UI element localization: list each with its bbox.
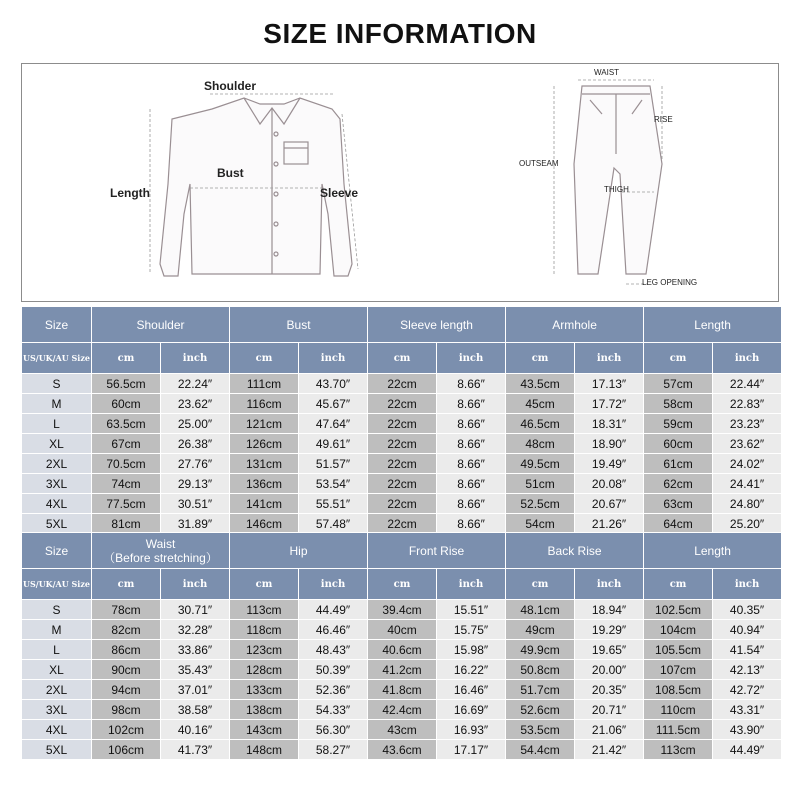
inch-value-cell: 30.71″ — [161, 600, 230, 620]
waist-header-label: Waist — [145, 536, 176, 551]
top-size-table — [21, 306, 782, 534]
cm-value-cell: 39.4cm — [368, 600, 437, 620]
cm-value-cell: 40cm — [368, 620, 437, 640]
cm-value-cell: 61cm — [644, 454, 713, 474]
cm-value-cell: 90cm — [92, 660, 161, 680]
inch-value-cell: 44.49″ — [299, 600, 368, 620]
column-header-length: Length — [644, 307, 782, 343]
cm-value-cell: 136cm — [230, 474, 299, 494]
inch-value-cell: 19.65″ — [575, 640, 644, 660]
inch-value-cell: 52.36″ — [299, 680, 368, 700]
inch-value-cell: 48.43″ — [299, 640, 368, 660]
inch-value-cell: 23.62″ — [713, 434, 782, 454]
cm-value-cell: 22cm — [368, 494, 437, 514]
inch-value-cell: 23.23″ — [713, 414, 782, 434]
inch-value-cell: 8.66″ — [437, 394, 506, 414]
cm-value-cell: 49cm — [506, 620, 575, 640]
inch-value-cell: 42.72″ — [713, 680, 782, 700]
table-row — [22, 740, 782, 760]
inch-value-cell: 16.69″ — [437, 700, 506, 720]
cm-value-cell: 105.5cm — [644, 640, 713, 660]
top-table-body — [22, 374, 782, 534]
column-header-back-rise: Back Rise — [506, 533, 644, 569]
inch-value-cell: 24.02″ — [713, 454, 782, 474]
unit-cm: cm — [230, 343, 299, 374]
cm-value-cell: 64cm — [644, 514, 713, 534]
unit-cm: cm — [230, 569, 299, 600]
label-thigh: THIGH — [604, 185, 629, 194]
inch-value-cell: 8.66″ — [437, 494, 506, 514]
label-bust: Bust — [217, 166, 244, 180]
cm-value-cell: 67cm — [92, 434, 161, 454]
cm-value-cell: 50.8cm — [506, 660, 575, 680]
cm-value-cell: 78cm — [92, 600, 161, 620]
cm-value-cell: 63.5cm — [92, 414, 161, 434]
cm-value-cell: 63cm — [644, 494, 713, 514]
cm-value-cell: 111.5cm — [644, 720, 713, 740]
bottom-table-unit-row — [22, 569, 782, 600]
inch-value-cell: 29.13″ — [161, 474, 230, 494]
inch-value-cell: 33.86″ — [161, 640, 230, 660]
inch-value-cell: 56.30″ — [299, 720, 368, 740]
cm-value-cell: 49.9cm — [506, 640, 575, 660]
unit-inch: inch — [161, 569, 230, 600]
cm-value-cell: 52.6cm — [506, 700, 575, 720]
label-length: Length — [110, 186, 150, 200]
cm-value-cell: 148cm — [230, 740, 299, 760]
inch-value-cell: 25.20″ — [713, 514, 782, 534]
inch-value-cell: 20.67″ — [575, 494, 644, 514]
inch-value-cell: 40.16″ — [161, 720, 230, 740]
unit-cm: cm — [368, 343, 437, 374]
inch-value-cell: 22.44″ — [713, 374, 782, 394]
table-row — [22, 454, 782, 474]
size-cell: 3XL — [22, 700, 92, 720]
column-header-shoulder: Shoulder — [92, 307, 230, 343]
inch-value-cell: 20.71″ — [575, 700, 644, 720]
size-cell: 5XL — [22, 514, 92, 534]
inch-value-cell: 17.17″ — [437, 740, 506, 760]
table-row — [22, 680, 782, 700]
table-row — [22, 374, 782, 394]
inch-value-cell: 15.75″ — [437, 620, 506, 640]
unit-inch: inch — [437, 569, 506, 600]
column-header-bust: Bust — [230, 307, 368, 343]
cm-value-cell: 56.5cm — [92, 374, 161, 394]
bottom-table-body — [22, 600, 782, 760]
column-header-sleeve-length: Sleeve length — [368, 307, 506, 343]
unit-cm: cm — [92, 569, 161, 600]
cm-value-cell: 131cm — [230, 454, 299, 474]
cm-value-cell: 59cm — [644, 414, 713, 434]
inch-value-cell: 20.00″ — [575, 660, 644, 680]
inch-value-cell: 16.46″ — [437, 680, 506, 700]
cm-value-cell: 52.5cm — [506, 494, 575, 514]
cm-value-cell: 123cm — [230, 640, 299, 660]
size-cell: S — [22, 374, 92, 394]
cm-value-cell: 82cm — [92, 620, 161, 640]
inch-value-cell: 21.06″ — [575, 720, 644, 740]
inch-value-cell: 40.35″ — [713, 600, 782, 620]
inch-value-cell: 8.66″ — [437, 514, 506, 534]
cm-value-cell: 118cm — [230, 620, 299, 640]
column-header-front-rise: Front Rise — [368, 533, 506, 569]
label-waist: WAIST — [594, 68, 620, 77]
label-shoulder: Shoulder — [204, 79, 257, 93]
column-header-waist — [92, 533, 230, 569]
inch-value-cell: 57.48″ — [299, 514, 368, 534]
inch-value-cell: 15.51″ — [437, 600, 506, 620]
cm-value-cell: 133cm — [230, 680, 299, 700]
page-title: SIZE INFORMATION — [263, 18, 537, 49]
inch-value-cell: 58.27″ — [299, 740, 368, 760]
inch-value-cell: 15.98″ — [437, 640, 506, 660]
cm-value-cell: 22cm — [368, 454, 437, 474]
unit-cm: cm — [506, 569, 575, 600]
table-row — [22, 474, 782, 494]
size-cell: 2XL — [22, 454, 92, 474]
inch-value-cell: 23.62″ — [161, 394, 230, 414]
cm-value-cell: 22cm — [368, 414, 437, 434]
cm-value-cell: 62cm — [644, 474, 713, 494]
label-sleeve: Sleeve — [320, 186, 359, 200]
cm-value-cell: 128cm — [230, 660, 299, 680]
inch-value-cell: 53.54″ — [299, 474, 368, 494]
garment-illustration — [22, 64, 780, 303]
cm-value-cell: 113cm — [230, 600, 299, 620]
size-cell: M — [22, 394, 92, 414]
unit-inch: inch — [299, 569, 368, 600]
inch-value-cell: 20.08″ — [575, 474, 644, 494]
cm-value-cell: 70.5cm — [92, 454, 161, 474]
inch-value-cell: 44.49″ — [713, 740, 782, 760]
size-system-label: US/UK/AU Size — [22, 569, 92, 600]
inch-value-cell: 32.28″ — [161, 620, 230, 640]
cm-value-cell: 41.8cm — [368, 680, 437, 700]
inch-value-cell: 46.46″ — [299, 620, 368, 640]
size-cell: 3XL — [22, 474, 92, 494]
size-system-label: US/UK/AU Size — [22, 343, 92, 374]
size-cell: M — [22, 620, 92, 640]
inch-value-cell: 17.13″ — [575, 374, 644, 394]
table-row — [22, 660, 782, 680]
cm-value-cell: 146cm — [230, 514, 299, 534]
inch-value-cell: 18.31″ — [575, 414, 644, 434]
inch-value-cell: 50.39″ — [299, 660, 368, 680]
inch-value-cell: 8.66″ — [437, 454, 506, 474]
unit-inch: inch — [437, 343, 506, 374]
unit-cm: cm — [644, 569, 713, 600]
cm-value-cell: 138cm — [230, 700, 299, 720]
size-cell: XL — [22, 660, 92, 680]
inch-value-cell: 21.42″ — [575, 740, 644, 760]
inch-value-cell: 49.61″ — [299, 434, 368, 454]
cm-value-cell: 54cm — [506, 514, 575, 534]
inch-value-cell: 8.66″ — [437, 414, 506, 434]
inch-value-cell: 24.80″ — [713, 494, 782, 514]
table-row — [22, 640, 782, 660]
inch-value-cell: 18.94″ — [575, 600, 644, 620]
cm-value-cell: 22cm — [368, 374, 437, 394]
inch-value-cell: 37.01″ — [161, 680, 230, 700]
table-row — [22, 700, 782, 720]
cm-value-cell: 107cm — [644, 660, 713, 680]
cm-value-cell: 57cm — [644, 374, 713, 394]
size-cell: XL — [22, 434, 92, 454]
size-cell: S — [22, 600, 92, 620]
inch-value-cell: 27.76″ — [161, 454, 230, 474]
unit-cm: cm — [644, 343, 713, 374]
top-table-unit-row — [22, 343, 782, 374]
cm-value-cell: 77.5cm — [92, 494, 161, 514]
inch-value-cell: 19.49″ — [575, 454, 644, 474]
size-cell: 5XL — [22, 740, 92, 760]
cm-value-cell: 49.5cm — [506, 454, 575, 474]
size-cell: L — [22, 414, 92, 434]
cm-value-cell: 60cm — [92, 394, 161, 414]
unit-inch: inch — [575, 569, 644, 600]
inch-value-cell: 43.70″ — [299, 374, 368, 394]
cm-value-cell: 108.5cm — [644, 680, 713, 700]
inch-value-cell: 47.64″ — [299, 414, 368, 434]
inch-value-cell: 42.13″ — [713, 660, 782, 680]
inch-value-cell: 16.22″ — [437, 660, 506, 680]
inch-value-cell: 8.66″ — [437, 434, 506, 454]
cm-value-cell: 41.2cm — [368, 660, 437, 680]
inch-value-cell: 26.38″ — [161, 434, 230, 454]
cm-value-cell: 43.5cm — [506, 374, 575, 394]
inch-value-cell: 20.35″ — [575, 680, 644, 700]
cm-value-cell: 98cm — [92, 700, 161, 720]
inch-value-cell: 43.90″ — [713, 720, 782, 740]
top-table-header-row — [22, 307, 782, 343]
column-header-length: Length — [644, 533, 782, 569]
inch-value-cell: 8.66″ — [437, 474, 506, 494]
measurement-diagram — [21, 63, 779, 302]
inch-value-cell: 30.51″ — [161, 494, 230, 514]
inch-value-cell: 22.24″ — [161, 374, 230, 394]
cm-value-cell: 60cm — [644, 434, 713, 454]
table-row — [22, 434, 782, 454]
cm-value-cell: 126cm — [230, 434, 299, 454]
inch-value-cell: 18.90″ — [575, 434, 644, 454]
cm-value-cell: 43cm — [368, 720, 437, 740]
cm-value-cell: 22cm — [368, 514, 437, 534]
cm-value-cell: 48.1cm — [506, 600, 575, 620]
inch-value-cell: 41.54″ — [713, 640, 782, 660]
cm-value-cell: 54.4cm — [506, 740, 575, 760]
table-row — [22, 514, 782, 534]
cm-value-cell: 94cm — [92, 680, 161, 700]
cm-value-cell: 143cm — [230, 720, 299, 740]
cm-value-cell: 81cm — [92, 514, 161, 534]
unit-inch: inch — [299, 343, 368, 374]
table-row — [22, 620, 782, 640]
column-header-armhole: Armhole — [506, 307, 644, 343]
cm-value-cell: 48cm — [506, 434, 575, 454]
inch-value-cell: 55.51″ — [299, 494, 368, 514]
label-leg-opening: LEG OPENING — [642, 278, 698, 287]
table-row — [22, 720, 782, 740]
inch-value-cell: 43.31″ — [713, 700, 782, 720]
cm-value-cell: 46.5cm — [506, 414, 575, 434]
size-cell: 4XL — [22, 720, 92, 740]
inch-value-cell: 41.73″ — [161, 740, 230, 760]
cm-value-cell: 141cm — [230, 494, 299, 514]
size-header: Size — [22, 307, 92, 343]
inch-value-cell: 54.33″ — [299, 700, 368, 720]
cm-value-cell: 22cm — [368, 474, 437, 494]
cm-value-cell: 40.6cm — [368, 640, 437, 660]
label-outseam: OUTSEAM — [519, 159, 559, 168]
unit-inch: inch — [713, 569, 782, 600]
cm-value-cell: 43.6cm — [368, 740, 437, 760]
unit-inch: inch — [575, 343, 644, 374]
cm-value-cell: 111cm — [230, 374, 299, 394]
cm-value-cell: 102.5cm — [644, 600, 713, 620]
inch-value-cell: 35.43″ — [161, 660, 230, 680]
cm-value-cell: 104cm — [644, 620, 713, 640]
inch-value-cell: 51.57″ — [299, 454, 368, 474]
size-cell: 4XL — [22, 494, 92, 514]
cm-value-cell: 106cm — [92, 740, 161, 760]
cm-value-cell: 51cm — [506, 474, 575, 494]
table-row — [22, 494, 782, 514]
inch-value-cell: 45.67″ — [299, 394, 368, 414]
bottom-size-table — [21, 532, 782, 760]
cm-value-cell: 116cm — [230, 394, 299, 414]
inch-value-cell: 24.41″ — [713, 474, 782, 494]
inch-value-cell: 31.89″ — [161, 514, 230, 534]
table-row — [22, 394, 782, 414]
inch-value-cell: 16.93″ — [437, 720, 506, 740]
pants-illustration — [574, 86, 662, 274]
cm-value-cell: 58cm — [644, 394, 713, 414]
unit-cm: cm — [368, 569, 437, 600]
inch-value-cell: 19.29″ — [575, 620, 644, 640]
cm-value-cell: 110cm — [644, 700, 713, 720]
cm-value-cell: 45cm — [506, 394, 575, 414]
inch-value-cell: 21.26″ — [575, 514, 644, 534]
unit-inch: inch — [713, 343, 782, 374]
size-header: Size — [22, 533, 92, 569]
inch-value-cell: 38.58″ — [161, 700, 230, 720]
cm-value-cell: 102cm — [92, 720, 161, 740]
bottom-table-header-row — [22, 533, 782, 569]
cm-value-cell: 22cm — [368, 394, 437, 414]
table-row — [22, 600, 782, 620]
cm-value-cell: 42.4cm — [368, 700, 437, 720]
label-rise: RISE — [654, 115, 673, 124]
inch-value-cell: 40.94″ — [713, 620, 782, 640]
cm-value-cell: 86cm — [92, 640, 161, 660]
cm-value-cell: 53.5cm — [506, 720, 575, 740]
unit-cm: cm — [92, 343, 161, 374]
size-cell: L — [22, 640, 92, 660]
size-cell: 2XL — [22, 680, 92, 700]
inch-value-cell: 17.72″ — [575, 394, 644, 414]
table-row — [22, 414, 782, 434]
unit-cm: cm — [506, 343, 575, 374]
cm-value-cell: 22cm — [368, 434, 437, 454]
cm-value-cell: 51.7cm — [506, 680, 575, 700]
inch-value-cell: 22.83″ — [713, 394, 782, 414]
inch-value-cell: 25.00″ — [161, 414, 230, 434]
cm-value-cell: 113cm — [644, 740, 713, 760]
waist-subheader-label: （Before stretching） — [103, 550, 218, 565]
unit-inch: inch — [161, 343, 230, 374]
inch-value-cell: 8.66″ — [437, 374, 506, 394]
column-header-hip: Hip — [230, 533, 368, 569]
cm-value-cell: 121cm — [230, 414, 299, 434]
cm-value-cell: 74cm — [92, 474, 161, 494]
